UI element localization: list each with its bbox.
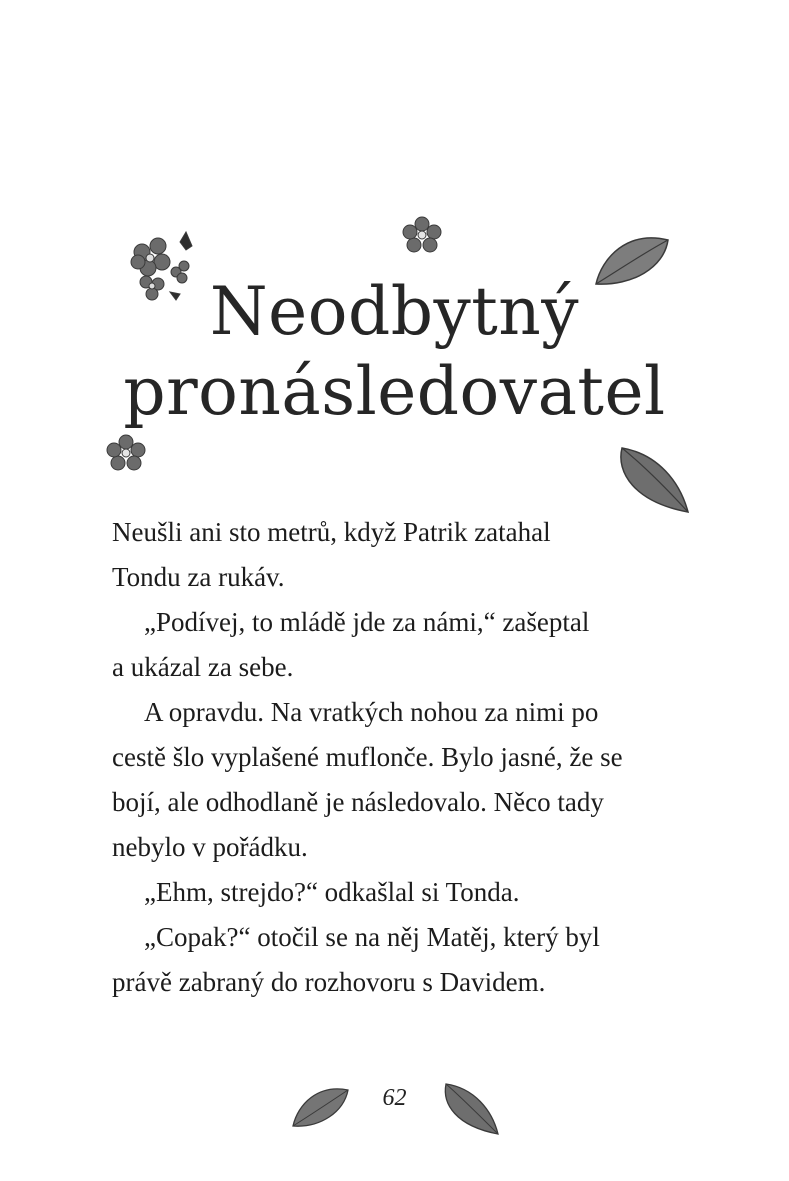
- chapter-title-line: pronásledovatel: [123, 353, 666, 430]
- chapter-title-line: Neodbytný: [209, 273, 580, 350]
- chapter-body: [112, 510, 682, 1005]
- text-line: „Copak?“ otočil se na něj Matěj, který byl: [144, 922, 600, 952]
- text-line: a ukázal za sebe.: [112, 652, 294, 682]
- text-line: cestě šlo vyplašené muflonče. Bylo jasné, že se: [112, 742, 623, 772]
- paragraph: [112, 915, 682, 1005]
- flower-icon: [398, 214, 446, 256]
- leaf-icon: [440, 1080, 502, 1138]
- text-line: Neušli ani sto metrů, když Patrik zatahal: [112, 517, 551, 547]
- paragraph: [112, 510, 682, 600]
- paragraph: [112, 600, 682, 690]
- text-line: „Ehm, strejdo?“ odkašlal si Tonda.: [144, 877, 520, 907]
- text-line: bojí, ale odhodlaně je následovalo. Něco tady: [112, 787, 604, 817]
- text-line: právě zabraný do rozhovoru s Davidem.: [112, 967, 546, 997]
- text-line: A opravdu. Na vratkých nohou za nimi po: [144, 697, 599, 727]
- page-number: 62: [382, 1085, 407, 1111]
- chapter-title: [0, 272, 789, 432]
- paragraph: [112, 870, 682, 915]
- text-line: Tondu za rukáv.: [112, 562, 285, 592]
- paragraph: [112, 690, 682, 870]
- flower-icon: [102, 432, 150, 474]
- text-line: nebylo v pořádku.: [112, 832, 308, 862]
- leaf-icon: [614, 442, 694, 516]
- text-line: „Podívej, to mládě jde za námi,“ zašeptal: [144, 607, 590, 637]
